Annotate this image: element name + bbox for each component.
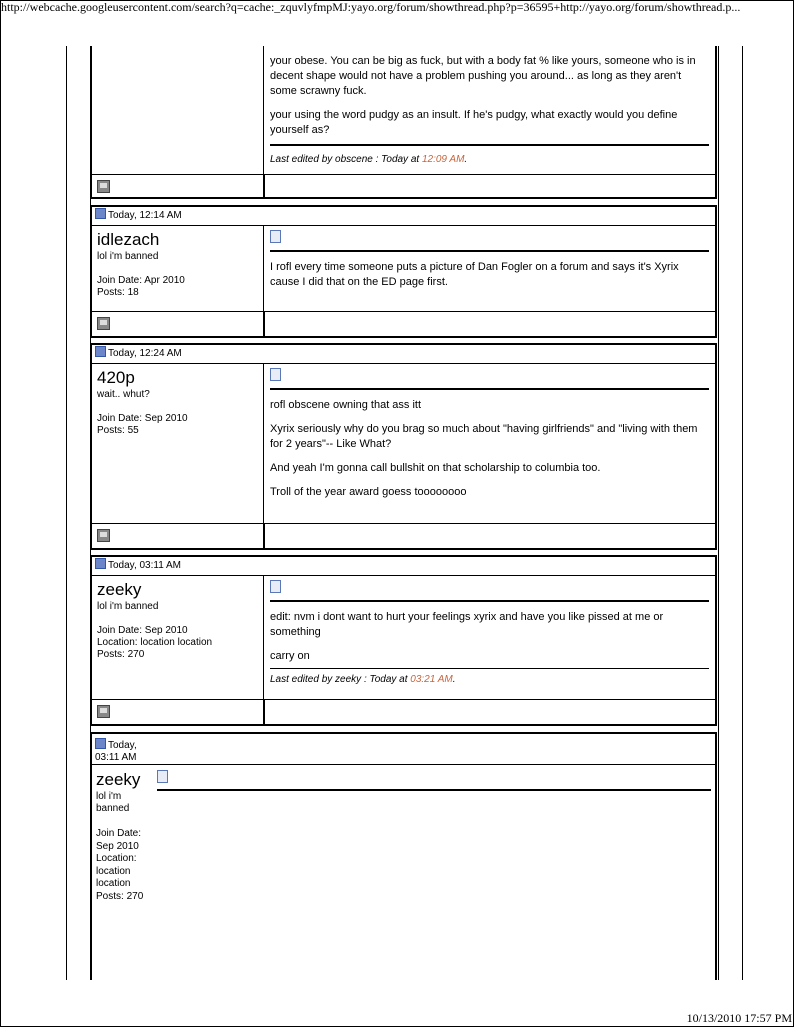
edit-time: 03:21 AM [410,674,453,685]
message-paragraph: edit: nvm i dont want to hurt your feelings xyrix and have you like pissed at me or something [270,611,664,638]
right-rail-inner [718,46,719,980]
post-message [264,364,715,513]
user-title: lol i'm banned [97,251,159,262]
post-date-bar [92,207,715,226]
user-info [97,625,258,661]
post-date-bar [92,557,715,576]
edit-note: Last edited by obscene : Today at 12:09 AM. [270,154,468,165]
post-count: Posts: 270 [96,890,144,902]
username-link[interactable]: idlezach [97,230,160,249]
user-info [97,275,258,299]
join-date: Join Date: [96,828,142,839]
message-paragraph: your obese. You can be big as fuck, but with a body fat % like yours, someone who is in decent shape would not have a problem pushing you around... as long as they aren't some scrawny fuck. [270,55,696,97]
title-divider [157,789,711,791]
message-paragraph: carry on [270,650,310,662]
post-message [157,770,711,799]
message-paragraph: rofl obscene owning that ass itt [270,399,422,411]
username-link[interactable]: 420p [97,368,135,387]
forum-post [90,555,717,726]
print-url-header: http://webcache.googleusercontent.com/search?q=cache:_zquvlyfmpMJ:yayo.org/forum/showthread.php?p=36595+http://yayo.org/forum/showthread.p... [1,0,741,14]
post-date-bar: Today, 03:11 AM [92,734,715,765]
report-post-icon[interactable] [97,529,110,542]
post-message [264,50,715,169]
message-paragraph: Xyrix seriously why do you brag so much about "having girlfriends" and "living with them for 2 years"-- Like What? [270,423,698,450]
forum-post [90,343,717,550]
edit-time: 12:09 AM [421,154,465,165]
right-rail-outer [742,46,743,980]
edit-note: Last edited by zeeky : Today at 03:21 AM. [270,674,456,685]
user-column: zeeky lol i'm banned Join Date: Sep 2010 Location: location location Posts: 270 [96,770,154,903]
report-post-icon[interactable] [97,180,110,193]
forum-post [90,205,717,338]
user-location: Location: location location [97,637,213,648]
message-paragraph: your using the word pudgy as an insult. If he's pudgy, what exactly would you define yourself as? [270,109,678,136]
title-divider [270,250,709,252]
post-count: Posts: 18 [97,287,139,298]
message-paragraph: And yeah I'm gonna call bullshit on that scholarship to columbia too. [270,462,601,474]
join-date: Join Date: Sep 2010 [97,625,188,636]
user-title: lol i'm banned [97,601,159,612]
username-link[interactable]: zeeky [96,770,141,789]
title-divider [270,600,709,602]
post-date-bar [92,345,715,364]
user-title: lol i'm [96,791,122,802]
print-datetime: 10/13/2010 17:57 PM [686,1011,792,1025]
post-footer [92,523,715,548]
edit-divider [270,668,709,669]
edit-divider [270,144,709,146]
message-icon [270,368,281,381]
post-icon [95,208,106,219]
post-message [264,576,715,689]
post-count: Posts: 270 [97,649,145,660]
join-date: Join Date: Sep 2010 [97,413,188,424]
post-message [264,226,715,303]
user-location: Location: [96,853,137,864]
user-column [92,364,264,548]
report-post-icon[interactable] [97,705,110,718]
post-date: Today, 12:24 AM [108,348,182,359]
post-date: Today, 12:14 AM [108,210,182,221]
post-icon [95,738,106,749]
post-count: Posts: 55 [97,425,139,436]
user-info [97,413,258,437]
username-link[interactable]: zeeky [97,580,142,599]
post-date: Today, [108,740,137,751]
message-paragraph: Troll of the year award goess toooooooo [270,486,467,498]
message-paragraph: I rofl every time someone puts a picture of Dan Fogler on a forum and says it's Xyrix cause I did that on the ED page first. [270,261,679,288]
post-footer [92,311,715,336]
message-icon [270,230,281,243]
left-rail-outer [66,46,67,980]
post-icon [95,346,106,357]
join-date: Join Date: Apr 2010 [97,275,185,286]
post-footer [92,699,715,724]
message-icon [157,770,168,783]
post-footer [92,174,715,199]
title-divider [270,388,709,390]
report-post-icon[interactable] [97,317,110,330]
post-icon [95,558,106,569]
message-icon [270,580,281,593]
user-title: wait.. whut? [97,389,150,400]
post-date: Today, 03:11 AM [108,560,182,571]
forum-post [90,46,717,199]
forum-post [90,732,717,980]
